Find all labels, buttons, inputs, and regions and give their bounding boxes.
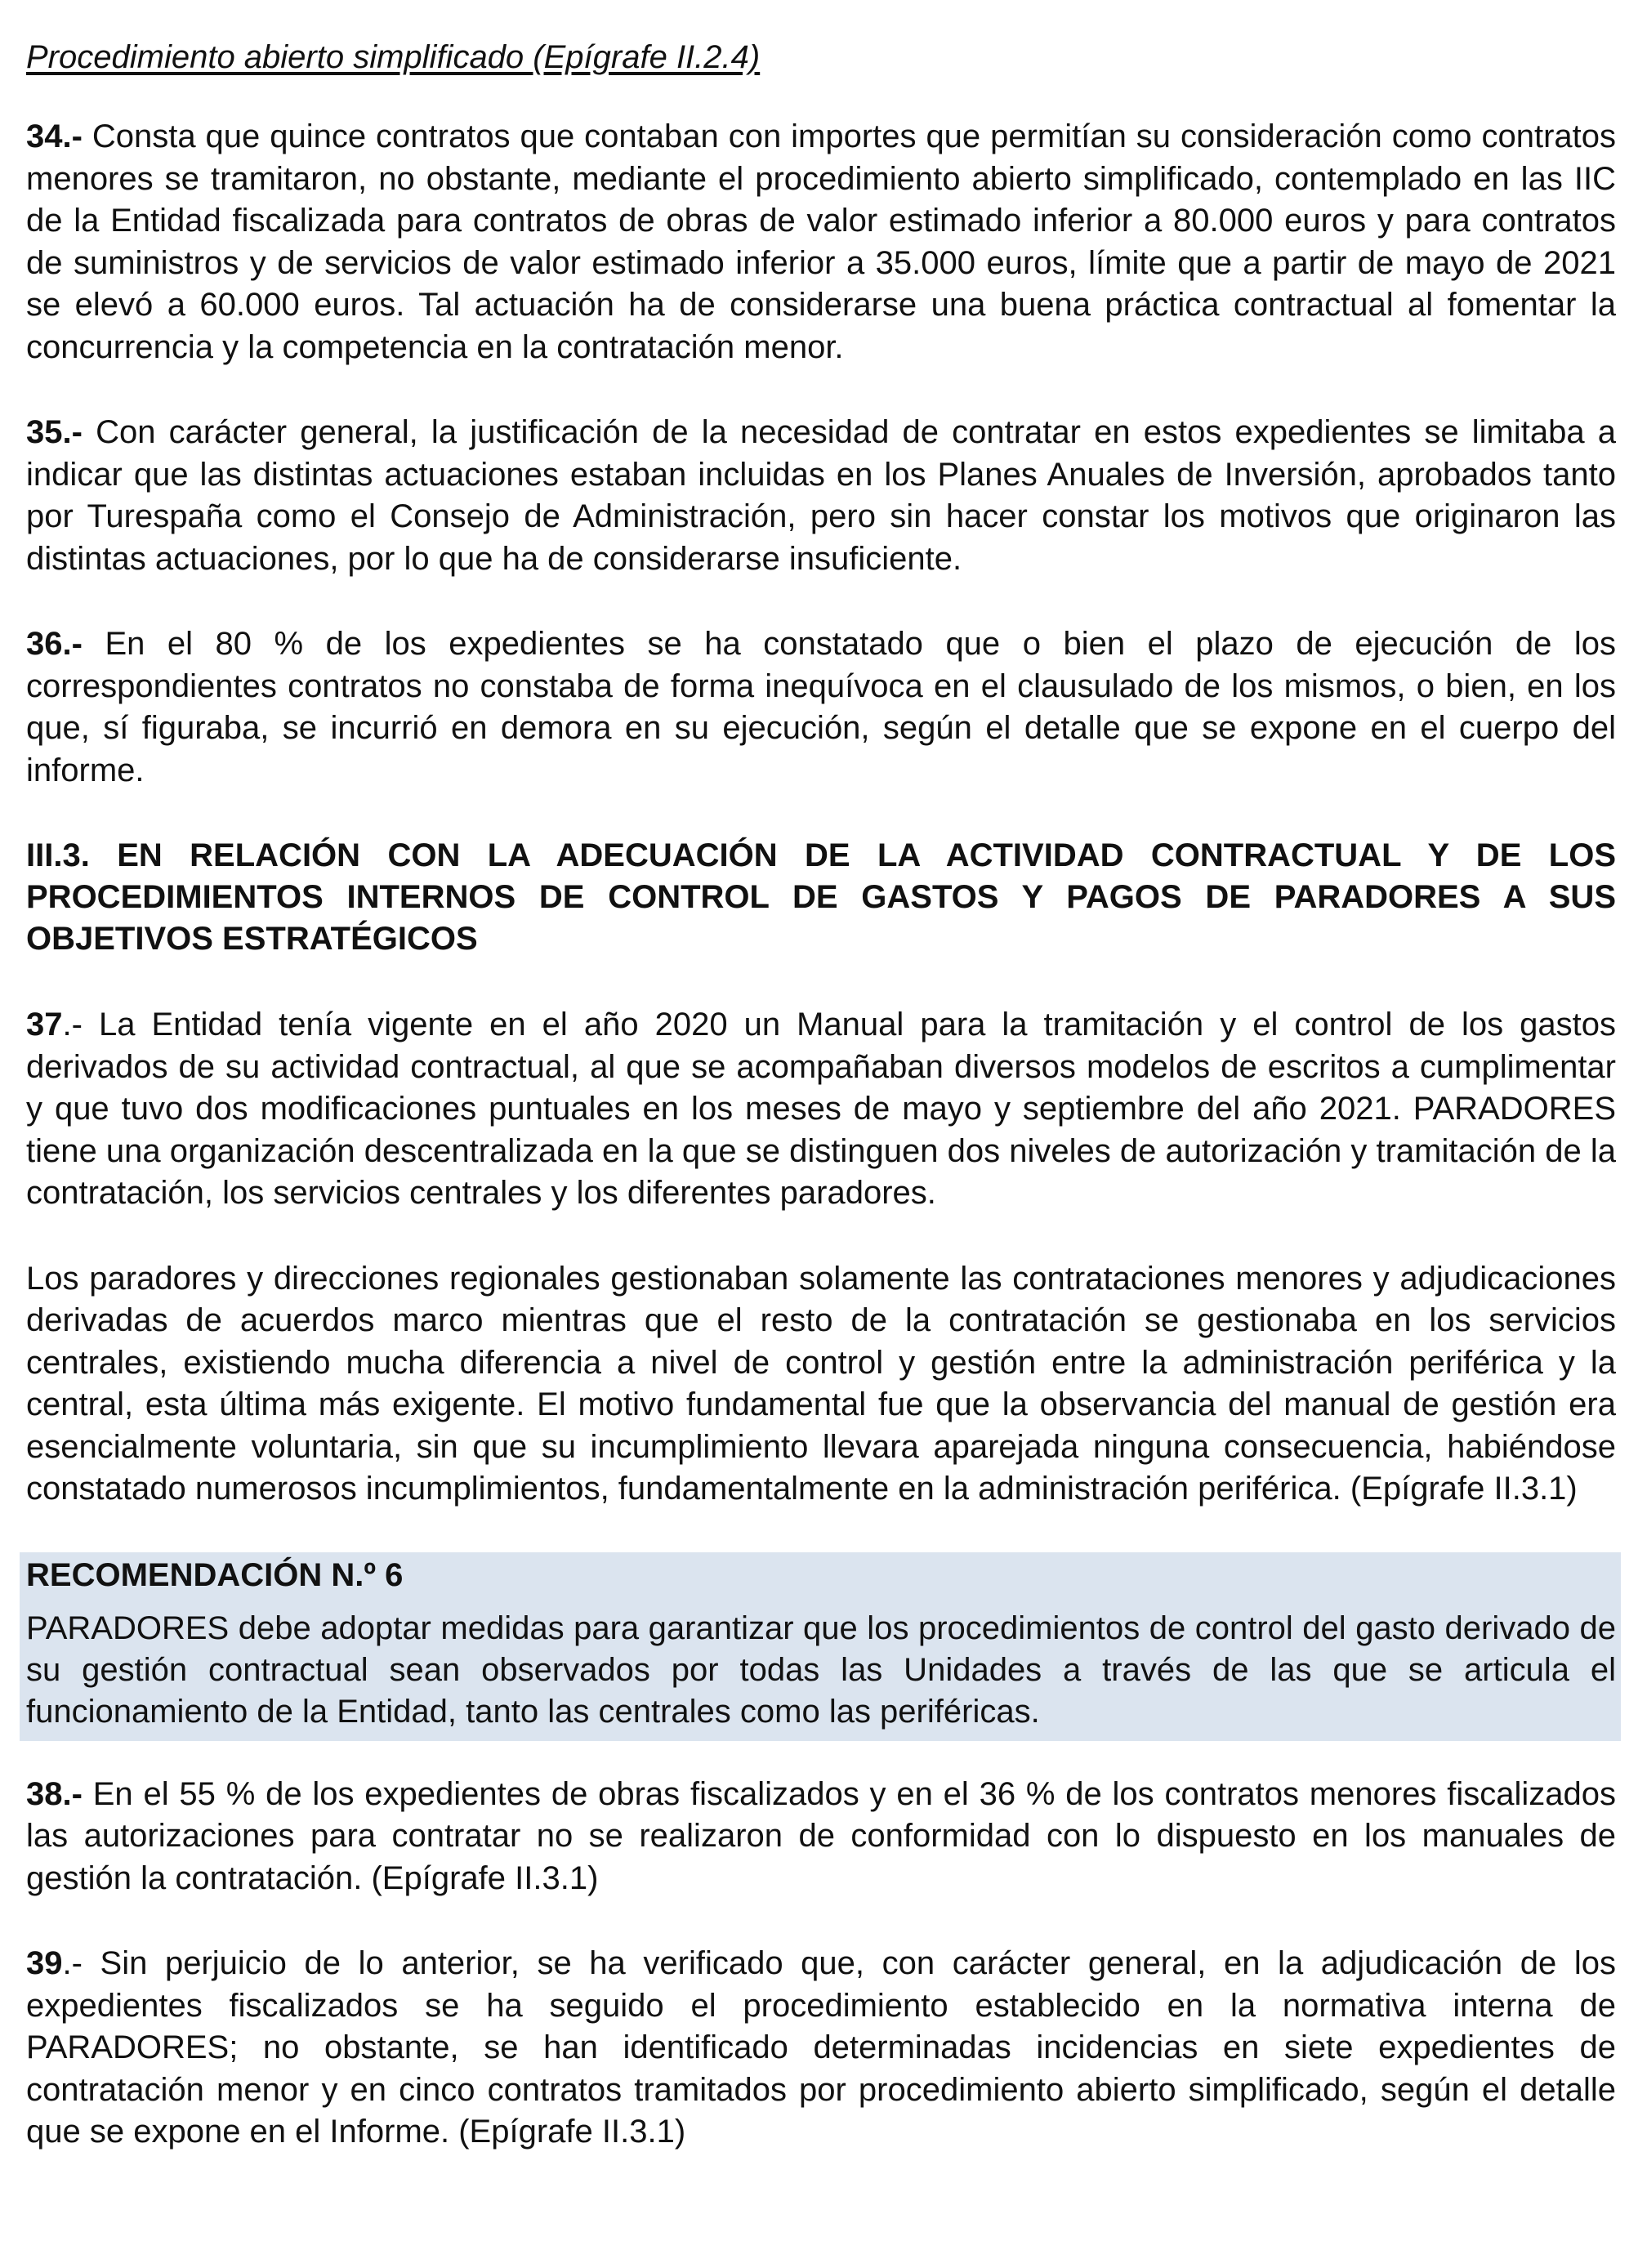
recommendation-text: PARADORES debe adoptar medidas para garantizar que los procedimientos de control del gasto derivado de su gestión contractual sean observados por todas las Unidades a través de las que se articula el funcionamiento de la Entidad, tanto las centrales como las periféricas.	[26, 1609, 1616, 1730]
paragraph-35	[26, 412, 1616, 580]
paragraph-38	[26, 1774, 1616, 1900]
paragraph-34	[26, 116, 1616, 368]
paragraph-37	[26, 1004, 1616, 1215]
paragraph-number: 34.-	[26, 118, 83, 154]
paragraph-39	[26, 1943, 1616, 2154]
paragraph-number: 35.-	[26, 414, 83, 450]
paragraph-36	[26, 623, 1616, 792]
paragraph-number: 39	[26, 1945, 63, 1981]
paragraph-number: 37	[26, 1007, 63, 1042]
recommendation-box	[20, 1552, 1621, 1741]
paragraph-number: 36.-	[26, 626, 83, 662]
paragraph-37-continued: Los paradores y direcciones regionales gestionaban solamente las contrataciones menores y adjudicaciones derivadas de acuerdos marco mientras que el resto de la contratación se gestionaba en los servicios centrales, existiendo mucha diferencia a nivel de control y gestión entre la administración periférica y la central, esta última más exigente. El motivo fundamental fue que la observancia del manual de gestión era esencialmente voluntaria, sin que su incumplimiento llevara aparejada ninguna consecuencia, habiéndose constatado numerosos incumplimientos, fundamentalmente en la administración periférica. (Epígrafe II.3.1)	[26, 1260, 1616, 1507]
paragraph-text: En el 80 % de los expedientes se ha constatado que o bien el plazo de ejecución de los correspondientes contratos no constaba de forma inequívoca en el clausulado de los mismos, o bien, en los que, sí figuraba, se incurrió en demora en su ejecución, según el detalle que se expone en el cuerpo del informe.	[26, 626, 1616, 788]
recommendation-title: RECOMENDACIÓN N.º 6	[26, 1556, 404, 1593]
section-heading: III.3. EN RELACIÓN CON LA ADECUACIÓN DE LA ACTIVIDAD CONTRACTUAL Y DE LOS PROCEDIMIENTOS INTERNOS DE CONTROL DE GASTOS Y PAGOS DE PARADORES A SUS OBJETIVOS ESTRATÉGICOS	[26, 837, 1616, 957]
paragraph-text: Consta que quince contratos que contaban con importes que permitían su consideración como contratos menores se tramitaron, no obstante, mediante el procedimiento abierto simplificado, contemplado en las IIC de la Entidad fiscalizada para contratos de obras de valor estimado inferior a 80.000 euros y para contratos de suministros y de servicios de valor estimado inferior a 35.000 euros, límite que a partir de mayo de 2021 se elevó a 60.000 euros. Tal actuación ha de considerarse una buena práctica contractual al fomentar la concurrencia y la competencia en la contratación menor.	[26, 118, 1616, 365]
paragraph-text: .- Sin perjuicio de lo anterior, se ha verificado que, con carácter general, en la adjudicación de los expedientes fiscalizados se ha seguido el procedimiento establecido en la normativa interna de PARADORES; no obstante, se han identificado determinadas incidencias en siete expedientes de contratación menor y en cinco contratos tramitados por procedimiento abierto simplificado, según el detalle que se expone en el Informe. (Epígrafe II.3.1)	[26, 1945, 1616, 2150]
document-page	[26, 36, 1616, 2154]
paragraph-number: 38.-	[26, 1775, 83, 1812]
paragraph-text: Con carácter general, la justificación de la necesidad de contratar en estos expedientes se limitaba a indicar que las distintas actuaciones estaban incluidas en los Planes Anuales de Inversión, aprobados tanto por Turespaña como el Consejo de Administración, pero sin hacer constar los motivos que originaron las distintas actuaciones, por lo que ha de considerarse insuficiente.	[26, 414, 1616, 577]
paragraph-text: .- La Entidad tenía vigente en el año 2020 un Manual para la tramitación y el control de los gastos derivados de su actividad contractual, al que se acompañaban diversos modelos de escritos a cumplimentar y que tuvo dos modificaciones puntuales en los meses de mayo y septiembre del año 2021. PARADORES tiene una organización descentralizada en la que se distinguen dos niveles de autorización y tramitación de la contratación, los servicios centrales y los diferentes paradores.	[26, 1007, 1616, 1211]
paragraph-text: En el 55 % de los expedientes de obras fiscalizados y en el 36 % de los contratos menores fiscalizados las autorizaciones para contratar no se realizaron de conformidad con lo dispuesto en los manuales de gestión la contratación. (Epígrafe II.3.1)	[26, 1775, 1616, 1896]
subheading: Procedimiento abierto simplificado (Epígrafe II.2.4)	[26, 39, 761, 75]
